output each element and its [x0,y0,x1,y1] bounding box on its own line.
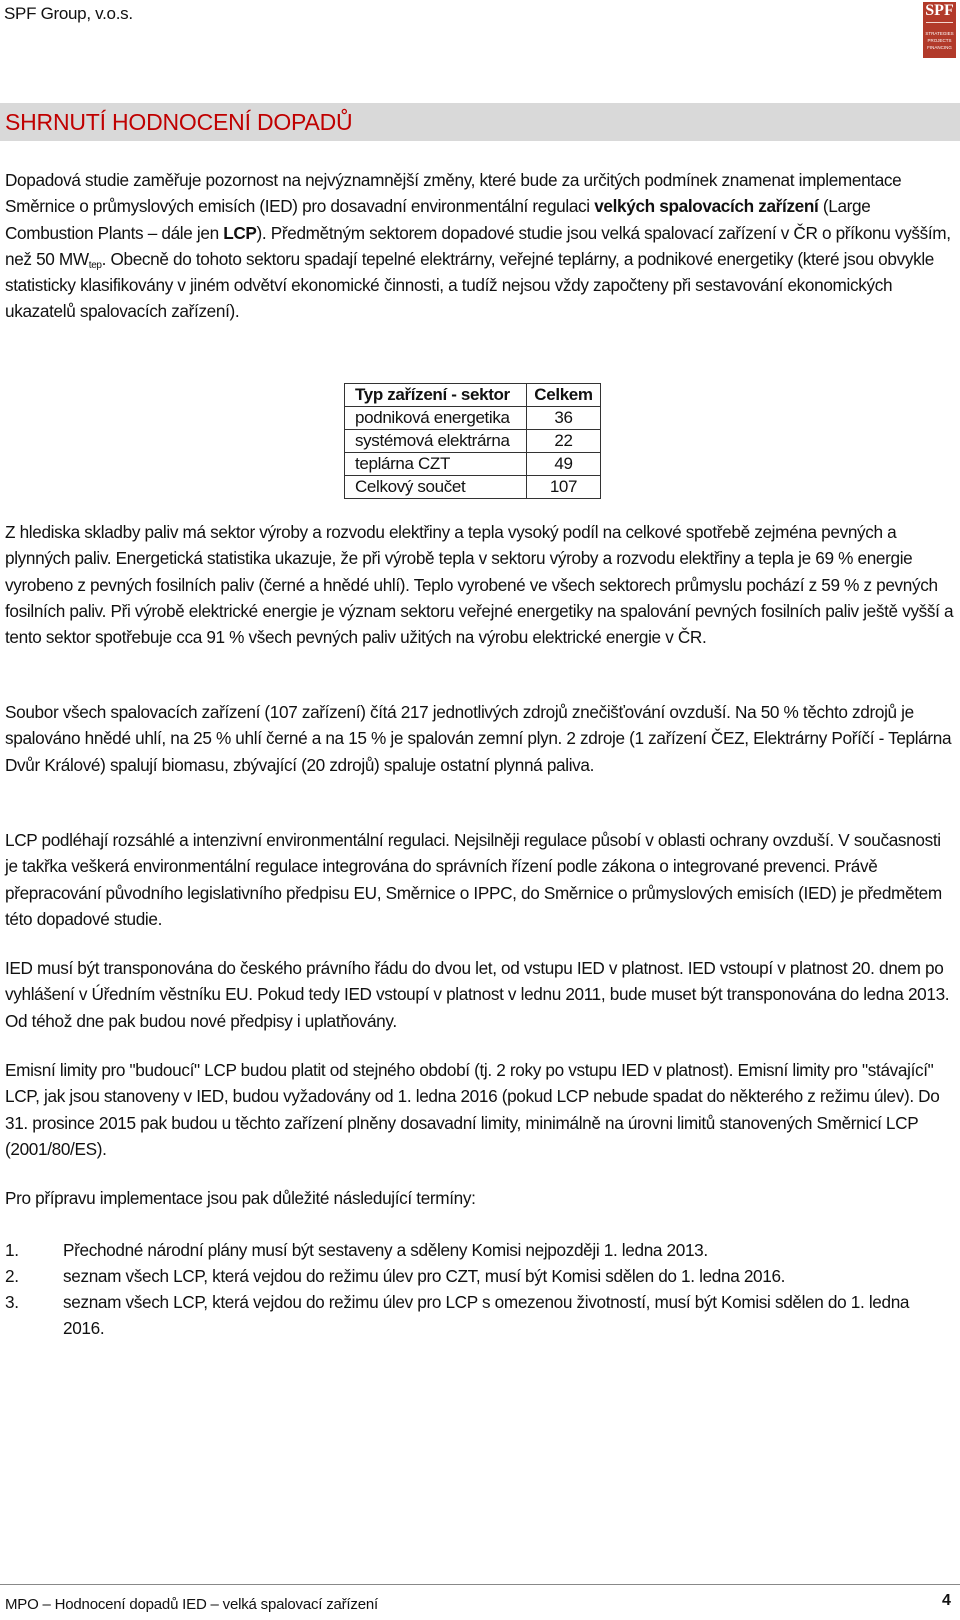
table-row [345,407,601,430]
footer-text: MPO – Hodnocení dopadů IED – velká spalovací zařízení [5,1596,378,1613]
sector-summary-table [344,383,601,499]
table-header-cell: Celkem [527,384,601,407]
paragraph-fuel-structure [5,519,955,650]
table-cell: podniková energetika [345,407,527,430]
paragraph-text: LCP podléhají rozsáhlé a intenzivní environmentální regulaci. Nejsilněji regulace působí v oblasti ochrany ovzduší. V současnosti je takřka veškerá environmentální regulace integrována do správních řízení podle zákona o integrované prevenci. Právě přepracování původního legislativního předpisu EU, Směrnice o IPPC, do Směrnice o průmyslových emisích (IED) je předmětem této dopadové studie. [5,830,942,929]
section-title: SHRNUTÍ HODNOCENÍ DOPADŮ [5,109,353,135]
logo-mark: SPF [925,2,954,19]
table-cell: systémová elektrárna [345,430,527,453]
logo-line-projects: PROJECTS [927,38,952,43]
intro-bold-lcp-term: velkých spalovacích zařízení [594,196,819,217]
list-item-number: 1. [5,1240,19,1260]
paragraph-deadlines-intro [5,1185,955,1211]
logo-divider [926,22,953,23]
list-item-number: 2. [5,1266,19,1286]
page-number: 4 [942,1592,951,1609]
company-logo [923,2,956,58]
intro-bold-lcp: LCP [223,222,257,243]
table-row [345,476,601,499]
table-cell: 49 [527,453,601,476]
list-item-text: seznam všech LCP, která vejdou do režimu úlev pro CZT, musí být Komisi sdělen do 1. ledna 2016. [63,1266,786,1286]
logo-line-strategies: STRATEGIES [925,31,954,36]
intro-paragraph [5,167,955,325]
paragraph-regulation [5,827,955,932]
paragraph-emission-limits [5,1057,955,1162]
intro-subscript: tep [88,259,102,271]
list-item-text: seznam všech LCP, která vejdou do režimu úlev pro LCP s omezenou životností, musí být Komisi sdělen do 1. ledna 2016. [63,1292,910,1339]
intro-text-4: . Obecně do tohoto sektoru spadají tepelné elektrárny, veřejné teplárny, a podnikové energetiky (které jsou obvykle statisticky klasifikovány v jiném odvětví ekonomické činnosti, a tudíž nejsou vždy započteny při sestavování ekonomických ukazatelů spalovacích zařízení). [5,248,935,322]
paragraph-text: Pro přípravu implementace jsou pak důležité následující termíny: [5,1188,476,1208]
table-header-cell: Typ zařízení - sektor [345,384,527,407]
section-title-bar [0,103,960,141]
paragraph-emission-sources [5,699,955,778]
table-cell: 107 [527,476,601,499]
paragraph-text: Z hlediska skladby paliv má sektor výroby a rozvodu elektřiny a tepla vysoký podíl na celkové spotřebě zejména pevných a plynných paliv. Energetická statistika ukazuje, že při výrobě tepla v sektoru výroby a rozvodu elektřiny a tepla je 69 % energie vyrobeno z pevných fosilních paliv (černé a hnědé uhlí). Teplo vyrobené ve všech sektorech průmyslu pochází z 59 % z pevných fosilních paliv. Při výrobě elektrické energie je význam sektoru veřejné energetiky na spalování pevných fosilních paliv ještě vyšší a tento sektor spotřebuje cca 91 % všech pevných paliv užitých na výrobu elektrické energie v ČR. [5,522,954,648]
list-item-text: Přechodné národní plány musí být sestaveny a sděleny Komisi nejpozději 1. ledna 2013. [63,1240,708,1260]
logo-line-financing: FINANCING [927,45,952,50]
table-header-row [345,384,601,407]
table-cell: teplárna CZT [345,453,527,476]
table-cell: 36 [527,407,601,430]
table-row [345,453,601,476]
paragraph-text: Emisní limity pro "budoucí" LCP budou platit od stejného období (tj. 2 roky po vstupu IED v platnost). Emisní limity pro "stávající" LCP, jak jsou stanoveny v IED, budou vyžadovány od 1. ledna 2016 (pokud LCP nebude spadat do některého z režimu úlev). Do 31. prosince 2015 pak budou u těchto zařízení plněny dosavadní limity, minimálně na úrovni limitů stanovených Směrnicí LCP (2001/80/ES). [5,1060,940,1159]
intro-text-3: ). Předmětným sektorem dopadové studie jsou velká spalovací zařízení v ČR o příkonu vyšším, než 50 MW [5,222,951,269]
table-row [345,430,601,453]
intro-text-1: Dopadová studie zaměřuje pozornost na nejvýznamnější změny, které bude za určitých podmínek znamenat implementace Směrnice o průmyslových emisích (IED) pro dosavadní environmentální regulaci [5,170,902,217]
footer-divider [0,1584,960,1585]
header-company-name: SPF Group, v.o.s. [4,4,133,23]
paragraph-text: IED musí být transponována do českého právního řádu do dvou let, od vstupu IED v platnost. IED vstoupí v platnost 20. dnem po vyhlášení v Úředním věstníku EU. Pokud tedy IED vstoupí v platnost v lednu 2011, bude muset být transponována do ledna 2013. Od téhož dne pak budou nové předpisy i uplatňovány. [5,958,950,1031]
table-cell: 22 [527,430,601,453]
list-item-number: 3. [5,1292,19,1312]
paragraph-transposition [5,955,955,1034]
paragraph-text: Soubor všech spalovacích zařízení (107 zařízení) čítá 217 jednotlivých zdrojů znečišťování ovzduší. Na 50 % těchto zdrojů je spalováno hnědé uhlí, na 25 % uhlí černé a na 15 % je spalován zemní plyn. 2 zdroje (1 zařízení ČEZ, Elektrárny Poříčí - Teplárna Dvůr Králové) spalují biomasu, zbývající (20 zdrojů) spaluje ostatní plynná paliva. [5,702,952,775]
table-cell: Celkový součet [345,476,527,499]
intro-text-2: (Large Combustion Plants – dále jen [5,196,871,243]
